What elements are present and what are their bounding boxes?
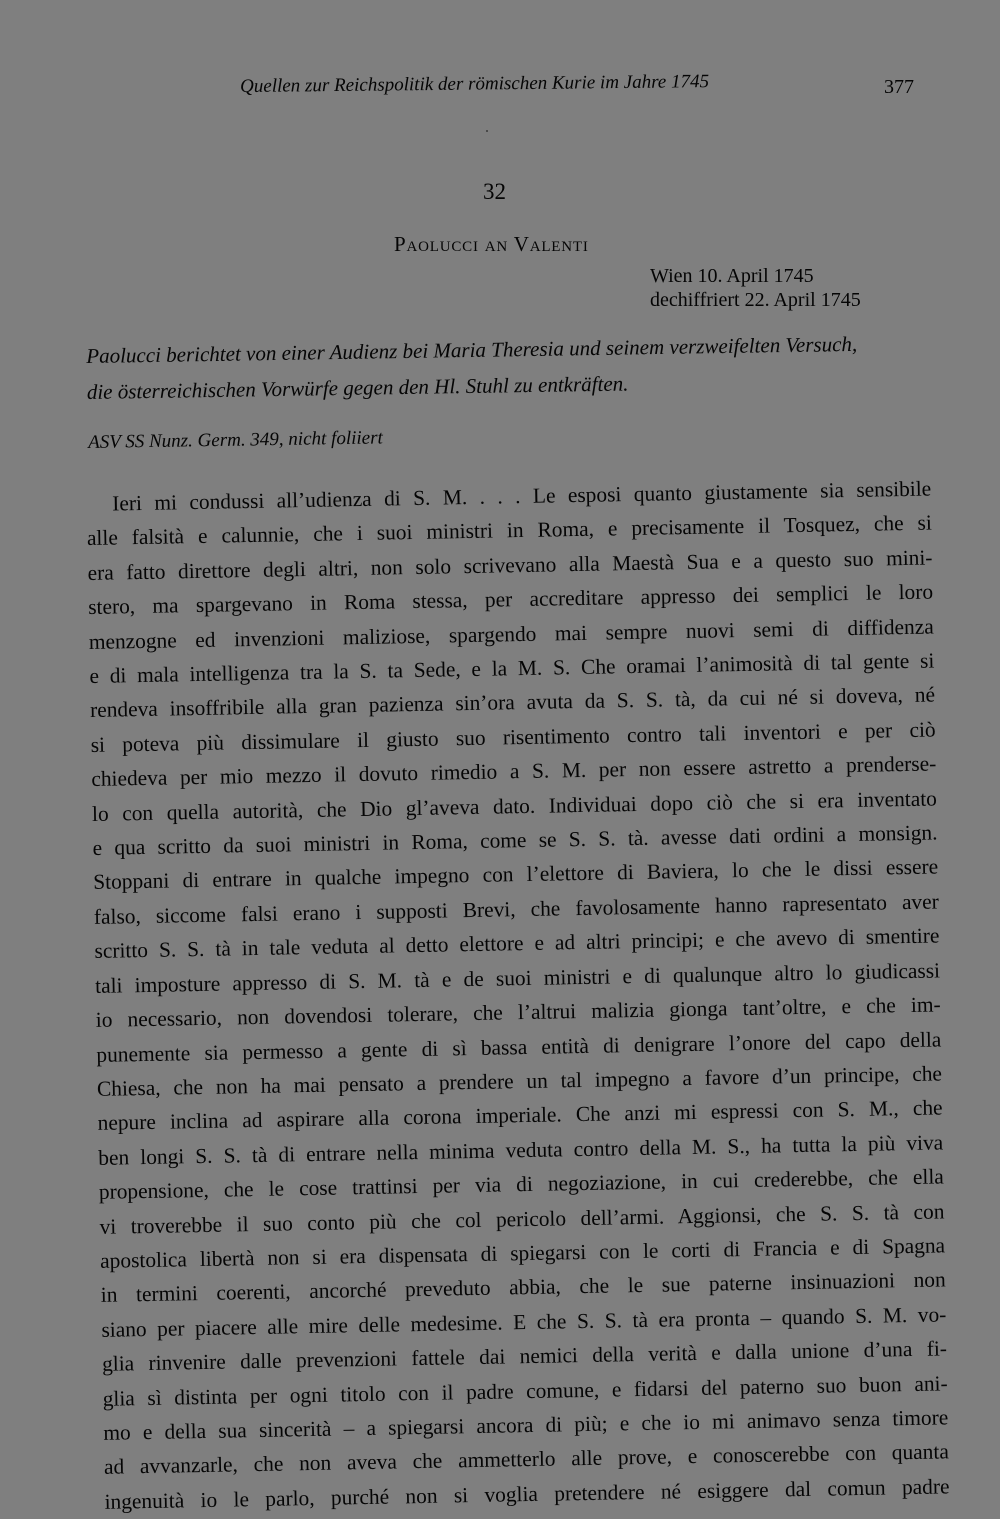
body-line: chiedeva per mio mezzo il dovuto rimedio a S. M. per non essere astretto a prenderse- (91, 751, 937, 792)
body-line: ad avvanzarle, che non aveva che ammetterlo alle prove, e conoscerebbe con quanta (103, 1439, 950, 1480)
document-body (86, 471, 965, 1519)
page-number: 377 (884, 76, 914, 98)
body-line: stero, ma spargevano in Roma stessa, per accreditare appresso dei semplici le loro (87, 579, 934, 620)
body-line: e di mala intelligenza tra la S. ta Sede, e la M. S. Che oramai l’animosità di tal gente si (89, 648, 935, 688)
body-line: ben longi S. S. tà di entrare nella minima veduta contro della M. S., ha tutta la più viva (98, 1130, 944, 1170)
running-head-title: Quellen zur Reichspolitik der römischen Kurie im Jahre 1745 (240, 71, 710, 97)
dateline (650, 264, 861, 312)
body-line: propensione, che le cose trattinsi per via di negoziazione, in cui crederebbe, che ella (98, 1164, 944, 1205)
body-line: mo e della sua sincerità – a spiegarsi ancora di più; e che io mi animavo senza timore (103, 1405, 949, 1445)
body-line: ingenuità io le parlo, purché non si voglia pretendere né esiggere dal comun padre (104, 1474, 950, 1514)
document-heading: Paolucci an Valenti (394, 232, 589, 256)
archival-source: ASV SS Nunz. Germ. 349, nicht foliiert (88, 427, 383, 453)
body-line: vi troverebbe il suo conto più che col pericolo dell’armi. Aggionsi, che S. S. tà con (99, 1198, 945, 1239)
body-line: in termini coerenti, ancorché preveduto abbia, che le sue paterne insinuazioni non (100, 1267, 946, 1308)
body-line: alle falsità e calunnie, che i suoi ministri in Roma, e precisamente il Tosquez, che si (86, 510, 933, 551)
body-line: rendeva insoffribile alla gran pazienza sin’ora avuta da S. S. tà, da cui né si doveva, né (89, 682, 936, 723)
body-line: e qua scritto da suoi ministri in Roma, come se S. S. tà. avesse dati ordini a monsign. (92, 820, 938, 860)
summary-line: die österreichischen Vorwürfe gegen den Hl. Stuhl zu entkräften. (86, 371, 629, 404)
body-line: Chiesa, che non ha mai pensato a prendere un tal impegno a favore d’un principe, che (96, 1061, 943, 1101)
body-line: Ieri mi condussi all’udienza di S. M. . . . Le esposi quanto giustamente sia sensibile (112, 476, 932, 516)
body-line: Stoppani di entrare in qualche impegno con l’elettore di Baviera, lo che le dissi essere (93, 854, 939, 895)
body-line: scritto S. S. tà in tale veduta al detto elettore e ad altri principi; e che avevo di smentire (94, 923, 940, 964)
body-line: tali imposture appresso di S. M. tà e de suoi ministri e di qualunque altro lo giudicassi (94, 958, 941, 998)
summary-line: Paolucci berichtet von einer Audienz bei Maria Theresia und seinem verzweifelten Versuch, (86, 331, 858, 368)
document-number: 32 (483, 179, 506, 204)
body-line: falso, siccome falsi erano i supposti Brevi, che favolosamente hanno rapresentato aver (93, 889, 939, 929)
body-line: era fatto direttore degli altri, non solo scrivevano alla Maestà Sua e a questo suo mini- (87, 545, 933, 585)
body-line: menzogne ed invenzioni maliziose, spargendo mai sempre nuovi semi di diffidenza (88, 614, 934, 654)
print-speck (486, 130, 488, 132)
body-line: siano per piacere alle mire delle medesime. E che S. S. tà era pronta – quando S. M. vo- (101, 1302, 947, 1342)
body-line: apostolica libertà non si era dispensata di spiegarsi con le corti di Francia e di Spagna (99, 1233, 946, 1273)
body-line: glia rinvenire dalle prevenzioni fattele dai nemici della verità e dalla unione d’una fi- (101, 1336, 948, 1377)
body-line: glia sì distinta per ogni titolo con il padre comune, e fidarsi del paterno suo buon ani- (102, 1370, 948, 1411)
body-line: io necessario, non dovendosi tolerare, che l’altrui malizia gionga tant’oltre, e che im- (95, 992, 941, 1033)
dateline-place-date: Wien 10. April 1745 (650, 265, 814, 287)
body-line: lo con quella autorità, che Dio gl’aveva dato. Individuai dopo ciò che si era inventato (91, 786, 938, 826)
body-line: nepure inclina ad aspirare alla corona imperiale. Che anzi mi espressi con S. M., che (97, 1095, 943, 1136)
document-summary (86, 325, 937, 410)
body-line: punemente sia permesso a gente di sì bassa entità di denigrare l’onore del capo della (96, 1026, 942, 1067)
dateline-deciphered-date: dechiffriert 22. April 1745 (650, 289, 861, 311)
body-line: si poteva più dissimulare il giusto suo risentimento contro tali inventori e per ciò (90, 717, 936, 757)
